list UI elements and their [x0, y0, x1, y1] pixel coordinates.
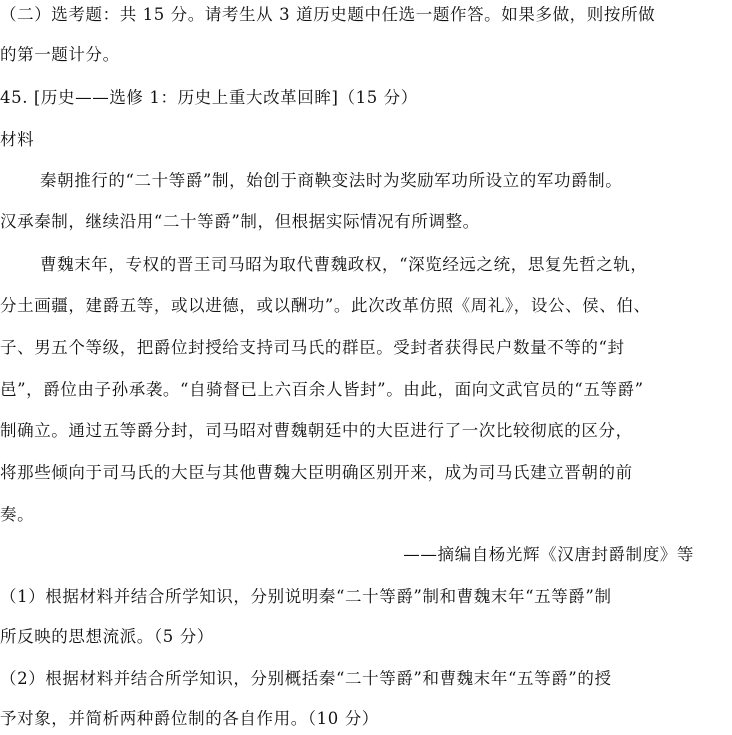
material-source: ——摘编自杨光辉《汉唐封爵制度》等 [403, 545, 694, 564]
material-p2-line-2: 分土画疆，建爵五等，或以进德，或以酬功”。此次改革仿照《周礼》，设公、侯、伯、 [0, 296, 651, 315]
material-p2-line-4: 邑”，爵位由子孙承袭。“自骑督已上六百余人皆封”。由此，面向文武官员的“五等爵” [0, 380, 644, 399]
sub-question-2-line-2: 予对象，并简析两种爵位制的各自作用。（10 分） [0, 709, 379, 728]
question-title: 45. [历史——选修 1：历史上重大改革回眸]（15 分） [0, 88, 418, 107]
material-p2-line-5: 制确立。通过五等爵分封，司马昭对曹魏朝廷中的大臣进行了一次比较彻底的区分， [0, 421, 633, 440]
sub-question-2-line-1: （2）根据材料并结合所学知识，分别概括秦“二十等爵”和曹魏末年“五等爵”的授 [0, 669, 612, 688]
material-label: 材料 [0, 130, 35, 149]
sub-question-1-line-1: （1）根据材料并结合所学知识，分别说明秦“二十等爵”制和曹魏末年“五等爵”制 [0, 587, 612, 606]
section-header-line-2: 的第一题计分。 [0, 45, 120, 64]
material-p1-line-2: 汉承秦制，继续沿用“二十等爵”制，但根据实际情况有所调整。 [0, 212, 480, 231]
material-p2-line-3: 子、男五个等级，把爵位封授给支持司马氏的群臣。受封者获得民户数量不等的“封 [0, 338, 625, 357]
section-header-line-1: （二）选考题：共 15 分。请考生从 3 道历史题中任选一题作答。如果多做，则按所做 [0, 5, 656, 24]
material-p2-line-1: 曹魏末年，专权的晋王司马昭为取代曹魏政权，“深览经远之统，思复先哲之轨， [40, 255, 648, 274]
material-p1-line-1: 秦朝推行的“二十等爵”制，始创于商鞅变法时为奖励军功所设立的军功爵制。 [40, 171, 623, 190]
material-p2-line-6: 将那些倾向于司马氏的大臣与其他曹魏大臣明确区别开来，成为司马氏建立晋朝的前 [0, 463, 633, 482]
material-p2-line-7: 奏。 [0, 505, 35, 524]
sub-question-1-line-2: 所反映的思想流派。（5 分） [0, 627, 214, 646]
